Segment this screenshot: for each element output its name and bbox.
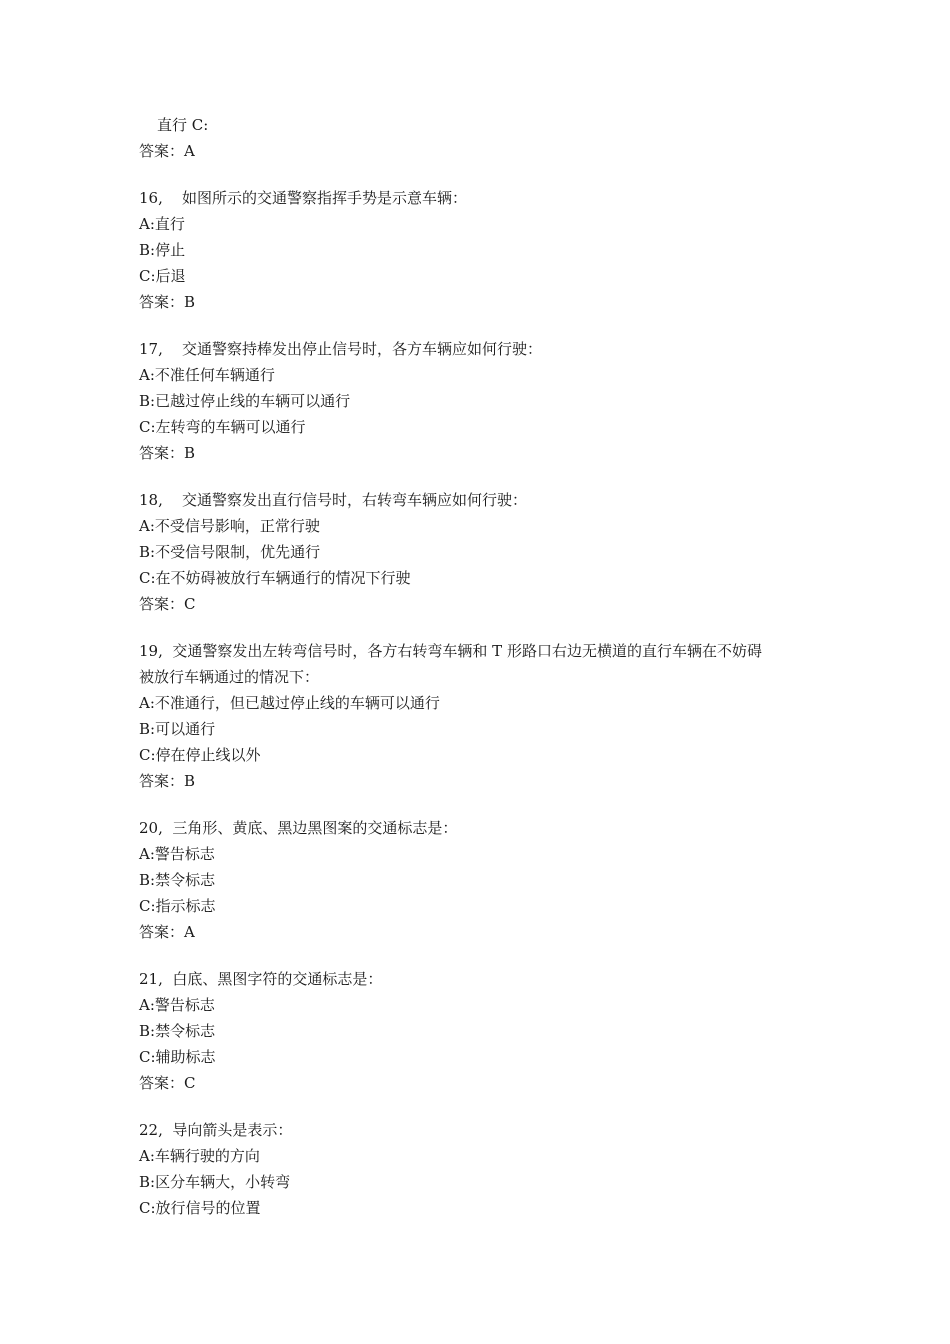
option-b: B:区分车辆大，小转弯: [139, 1173, 291, 1191]
option-c: C:在不妨碍被放行车辆通行的情况下行驶: [139, 569, 411, 587]
answer: 答案：A: [139, 923, 195, 941]
question-22: [139, 1117, 819, 1221]
question-stem: [139, 336, 819, 362]
question-20: [139, 815, 819, 945]
question-stem: [139, 966, 819, 992]
option-c: C:停在停止线以外: [139, 746, 261, 764]
question-16: [139, 185, 819, 315]
question-text: 导向箭头是表示：: [172, 1121, 293, 1139]
option-c: C:辅助标志: [139, 1048, 216, 1066]
question-text: 交通警察发出直行信号时，右转弯车辆应如何行驶：: [181, 491, 527, 509]
option-a: A:不准任何车辆通行: [139, 366, 275, 384]
option-c: C:放行信号的位置: [139, 1199, 261, 1217]
option-a: A:警告标志: [139, 996, 215, 1014]
answer: 答案：B: [139, 444, 196, 462]
option-b: B:可以通行: [139, 720, 216, 738]
question-stem: [139, 638, 819, 664]
option-b: B:停止: [139, 241, 186, 259]
question-stem: [139, 185, 819, 211]
question-number: 19,: [139, 642, 163, 660]
option-c: C:后退: [139, 267, 186, 285]
question-21: [139, 966, 819, 1096]
question-number: 22,: [139, 1121, 163, 1139]
option-b: B:不受信号限制，优先通行: [139, 543, 321, 561]
document-page: [139, 112, 819, 1221]
option-a: A:警告标志: [139, 845, 215, 863]
option-b: B:禁令标志: [139, 1022, 216, 1040]
question-stem: [139, 1117, 819, 1143]
option-a: A:不受信号影响，正常行驶: [139, 517, 320, 535]
answer: 答案：A: [139, 142, 195, 160]
question-text: 如图所示的交通警察指挥手势是示意车辆：: [181, 189, 467, 207]
question-text-continued: 被放行车辆通过的情况下：: [139, 668, 320, 686]
question-text: 三角形、黄底、黑边黑图案的交通标志是：: [172, 819, 458, 837]
question-stem: [139, 487, 819, 513]
question-text: 白底、黑图字符的交通标志是：: [172, 970, 383, 988]
question-17: [139, 336, 819, 466]
question-stem: [139, 815, 819, 841]
question-number: 20,: [139, 819, 163, 837]
preamble-block: [139, 112, 819, 164]
question-18: [139, 487, 819, 617]
question-text: 交通警察发出左转弯信号时，各方右转弯车辆和 T 形路口右边无横道的直行车辆在不妨碍: [172, 642, 762, 660]
answer: 答案：C: [139, 1074, 196, 1092]
option-b: B:已越过停止线的车辆可以通行: [139, 392, 351, 410]
option-a: A:直行: [139, 215, 185, 233]
answer: 答案：C: [139, 595, 196, 613]
question-number: 21,: [139, 970, 163, 988]
option-b: B:禁令标志: [139, 871, 216, 889]
question-number: 17,: [139, 340, 163, 358]
question-19: [139, 638, 819, 794]
answer: 答案：B: [139, 772, 196, 790]
option-a: A:车辆行驶的方向: [139, 1147, 260, 1165]
question-number: 18,: [139, 491, 163, 509]
option-c: C:左转弯的车辆可以通行: [139, 418, 306, 436]
answer: 答案：B: [139, 293, 196, 311]
option-c: C:指示标志: [139, 897, 216, 915]
option-c: 直行 C:: [157, 116, 209, 134]
question-number: 16,: [139, 189, 163, 207]
question-text: 交通警察持棒发出停止信号时，各方车辆应如何行驶：: [181, 340, 542, 358]
option-a: A:不准通行，但已越过停止线的车辆可以通行: [139, 694, 440, 712]
